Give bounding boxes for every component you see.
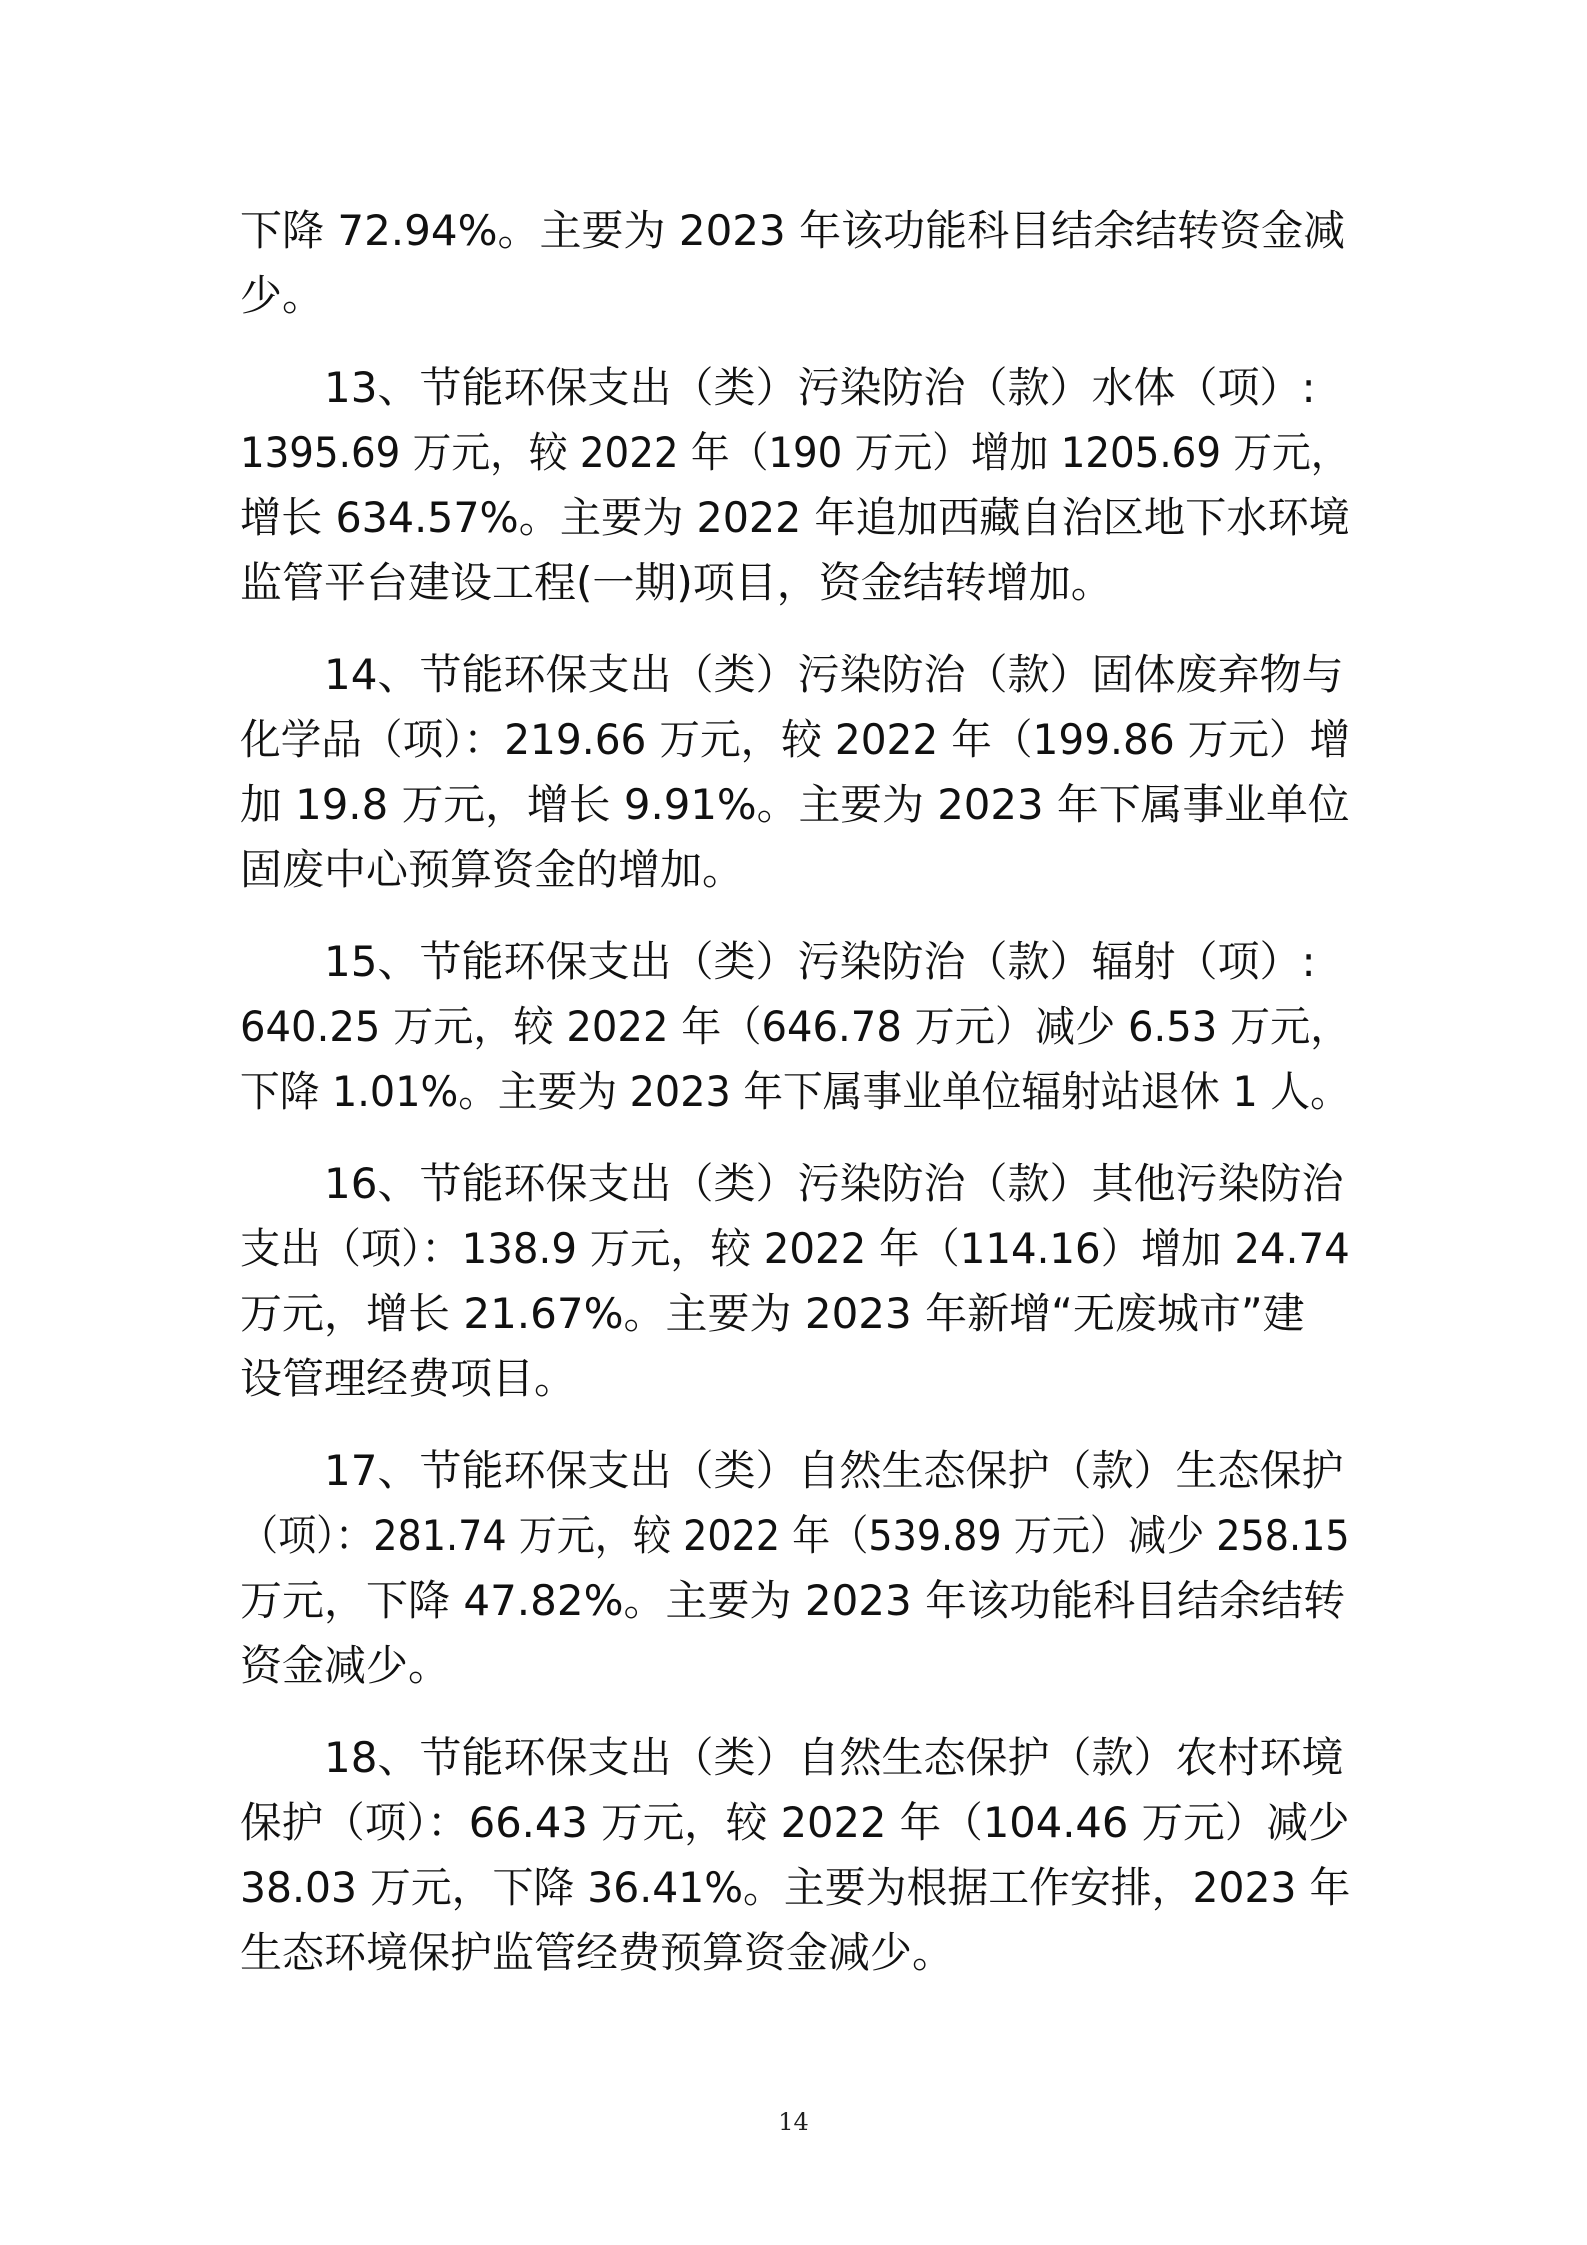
text-line: 监管平台建设工程(一期)项目，资金结转增加。: [240, 558, 1113, 607]
text-line: 16、节能环保支出（类）污染防治（款）其他污染防治: [240, 1159, 1344, 1208]
paragraph-item-13: [240, 355, 1350, 615]
text-line: 增长 634.57%。主要为 2022 年追加西藏自治区地下水环境: [240, 493, 1350, 542]
text-line: 少。: [240, 271, 325, 320]
paragraph-item-15: [240, 929, 1350, 1124]
paragraph-continued: [240, 198, 1350, 328]
text-line: 18、节能环保支出（类）自然生态保护（款）农村环境: [240, 1733, 1344, 1782]
text-line: 13、节能环保支出（类）污染防治（款）水体（项）:: [240, 363, 1316, 412]
text-line: 万元，下降 47.82%。主要为 2023 年该功能科目结余结转: [240, 1576, 1346, 1625]
text-line: 固废中心预算资金的增加。: [240, 845, 745, 894]
text-line: 设管理经费项目。: [240, 1354, 577, 1403]
text-line: 万元，增长 21.67%。主要为 2023 年新增“无废城市”建: [240, 1289, 1305, 1338]
text-line: 15、节能环保支出（类）污染防治（款）辐射（项）:: [240, 937, 1316, 986]
document-body: [240, 198, 1350, 2012]
text-line: 下降 72.94%。主要为 2023 年该功能科目结余结转资金减: [240, 206, 1346, 255]
paragraph-item-18: [240, 1725, 1350, 1985]
text-line: 保护（项）：66.43 万元，较 2022 年（104.46 万元）减少: [240, 1798, 1350, 1847]
text-line: 下降 1.01%。主要为 2023 年下属事业单位辐射站退休 1 人。: [240, 1067, 1350, 1116]
text-line: 支出（项）：138.9 万元，较 2022 年（114.16）增加 24.74: [240, 1224, 1350, 1273]
text-line: 1395.69 万元，较 2022 年（190 万元）增加 1205.69 万元，: [240, 428, 1350, 477]
paragraph-item-16: [240, 1151, 1350, 1411]
text-line: 640.25 万元，较 2022 年（646.78 万元）减少 6.53 万元，: [240, 1002, 1351, 1051]
text-line: 17、节能环保支出（类）自然生态保护（款）生态保护: [240, 1446, 1344, 1495]
text-line: 14、节能环保支出（类）污染防治（款）固体废弃物与: [240, 650, 1344, 699]
text-line: 加 19.8 万元，增长 9.91%。主要为 2023 年下属事业单位: [240, 780, 1350, 829]
text-line: 生态环境保护监管经费预算资金减少。: [240, 1928, 955, 1977]
page-number: 14: [778, 2108, 809, 2136]
text-line: 38.03 万元，下降 36.41%。主要为根据工作安排，2023 年: [240, 1863, 1351, 1912]
text-line: （项）：281.74 万元，较 2022 年（539.89 万元）减少 258.15: [240, 1511, 1350, 1560]
text-line: 化学品（项）：219.66 万元，较 2022 年（199.86 万元）增: [240, 715, 1351, 764]
paragraph-item-14: [240, 642, 1350, 902]
text-line: 资金减少。: [240, 1641, 451, 1690]
paragraph-item-17: [240, 1438, 1350, 1698]
